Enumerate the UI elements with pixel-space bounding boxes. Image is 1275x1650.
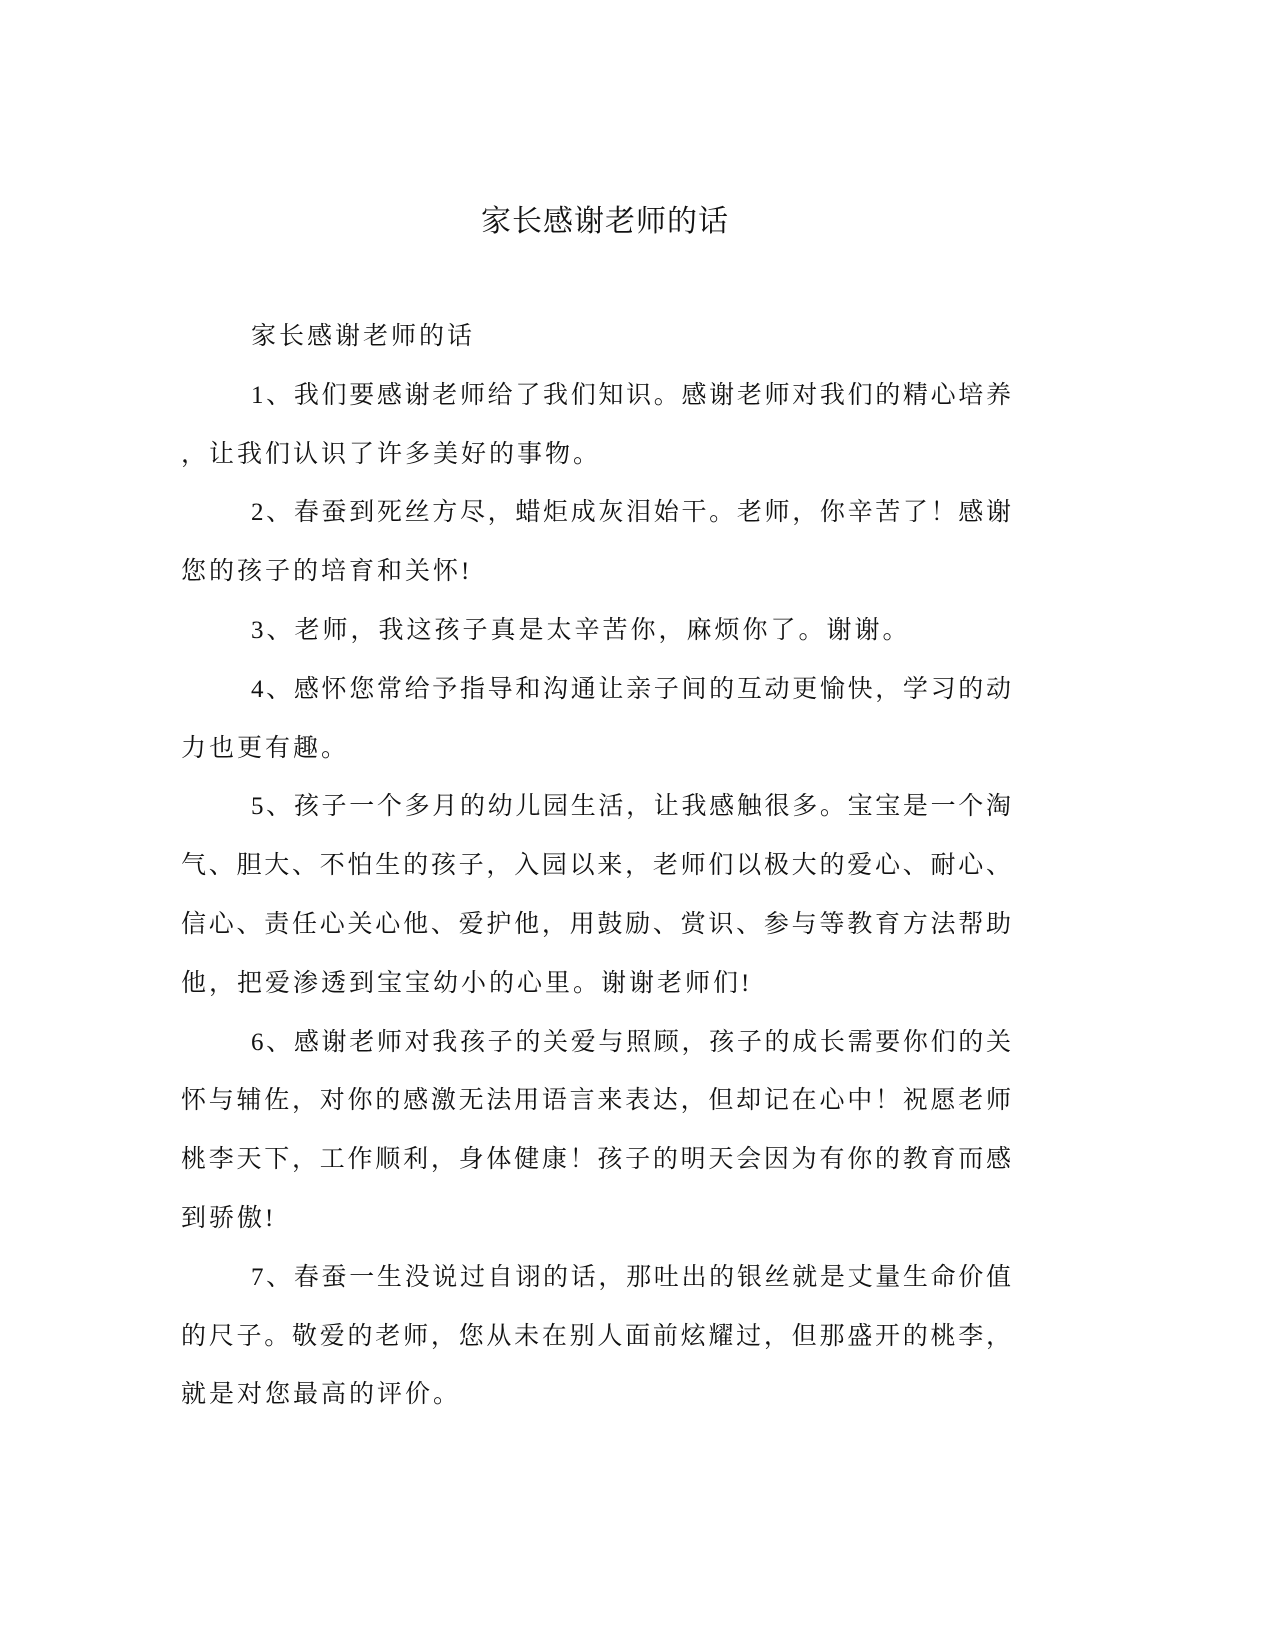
paragraph-line: 5、孩子一个多月的幼儿园生活，让我感触很多。宝宝是一个淘	[251, 793, 1011, 821]
paragraph-line: 您的孩子的培育和关怀!	[181, 558, 473, 586]
paragraph-line: 3、老师，我这孩子真是太辛苦你，麻烦你了。谢谢。	[251, 616, 911, 644]
paragraph-line: ，让我们认识了许多美好的事物。	[181, 440, 602, 468]
paragraph-3	[181, 602, 1011, 661]
paragraph-line: 到骄傲!	[181, 1204, 277, 1232]
subtitle: 家长感谢老师的话	[251, 323, 476, 350]
paragraph-2	[181, 484, 1011, 602]
paragraph-line: 2、春蚕到死丝方尽，蜡炬成灰泪始干。老师，你辛苦了！感谢	[251, 499, 1011, 527]
paragraph-1	[181, 367, 1011, 485]
document-title: 家长感谢老师的话	[481, 205, 729, 238]
paragraph-5	[181, 778, 1011, 1013]
paragraph-line: 他，把爱渗透到宝宝幼小的心里。谢谢老师们!	[181, 969, 753, 997]
paragraph-6	[181, 1014, 1011, 1249]
paragraph-line: 信心、责任心关心他、爱护他，用鼓励、赏识、参与等教育方法帮助	[181, 910, 1011, 938]
paragraph-line: 4、感怀您常给予指导和沟通让亲子间的互动更愉快，学习的动	[251, 675, 1011, 703]
document-body	[181, 308, 1011, 1425]
paragraph-4	[181, 661, 1011, 779]
paragraph-line: 怀与辅佐，对你的感激无法用语言来表达，但却记在心中！祝愿老师	[181, 1087, 1011, 1115]
paragraph-line: 6、感谢老师对我孩子的关爱与照顾，孩子的成长需要你们的关	[251, 1028, 1011, 1056]
paragraph-line: 就是对您最高的评价。	[181, 1381, 462, 1409]
paragraph-7	[181, 1249, 1011, 1425]
paragraph-line: 7、春蚕一生没说过自诩的话，那吐出的银丝就是丈量生命价值	[251, 1263, 1011, 1291]
paragraph-line: 桃李天下，工作顺利，身体健康！孩子的明天会因为有你的教育而感	[181, 1146, 1011, 1174]
paragraph-line: 1、我们要感谢老师给了我们知识。感谢老师对我们的精心培养	[251, 381, 1011, 409]
paragraph-line: 力也更有趣。	[181, 734, 350, 762]
paragraph-line: 的尺子。敬爱的老师，您从未在别人面前炫耀过，但那盛开的桃李，	[181, 1322, 1011, 1350]
paragraph-line: 气、胆大、不怕生的孩子，入园以来，老师们以极大的爱心、耐心、	[181, 852, 1011, 880]
